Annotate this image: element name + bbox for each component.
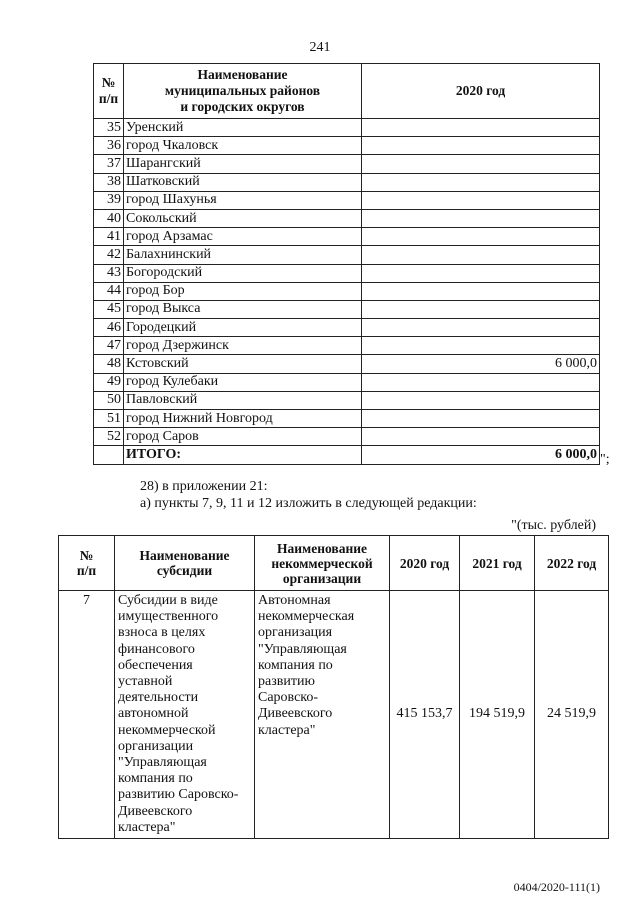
table-row (94, 209, 600, 227)
row-number: 45 (94, 300, 124, 318)
table-row (94, 373, 600, 391)
document-code: 0404/2020-111(1) (513, 880, 600, 894)
district-name: город Дзержинск (124, 337, 362, 355)
table-row (94, 410, 600, 428)
district-value (362, 319, 600, 337)
row-number: 40 (94, 209, 124, 227)
subsidies-table (58, 535, 609, 839)
header-subsidy: Наименование субсидии (115, 536, 255, 591)
row-number: 51 (94, 410, 124, 428)
header-name: Наименование муниципальных районов и городских округов (124, 64, 362, 119)
table-row (94, 319, 600, 337)
page-number: 241 (309, 40, 331, 55)
district-value (362, 155, 600, 173)
subitem-a: а) пункты 7, 9, 11 и 12 изложить в следующей редакции: (140, 496, 477, 511)
district-name: Павловский (124, 391, 362, 409)
row-number: 49 (94, 373, 124, 391)
district-value (362, 391, 600, 409)
total-label: ИТОГО: (124, 446, 362, 464)
table-row (94, 391, 600, 409)
value-2020: 415 153,7 (390, 591, 460, 839)
table-row (94, 191, 600, 209)
closing-quote: "; (600, 452, 610, 467)
total-num-cell (94, 446, 124, 464)
table-row (94, 246, 600, 264)
district-value (362, 300, 600, 318)
row-number: 37 (94, 155, 124, 173)
district-value (362, 119, 600, 137)
district-value (362, 282, 600, 300)
row-num: 7 (59, 591, 115, 839)
district-value (362, 246, 600, 264)
row-number: 41 (94, 228, 124, 246)
district-value (362, 137, 600, 155)
district-value (362, 264, 600, 282)
district-name: город Арзамас (124, 228, 362, 246)
header-num-2: № п/п (59, 536, 115, 591)
table-row (94, 428, 600, 446)
item-28: 28) в приложении 21: (140, 479, 268, 494)
org-name: Автономная некоммерческая организация "Управляющая компания по развитию Саровско- Дивеевского кластера" (255, 591, 390, 839)
table-row (94, 155, 600, 173)
subsidies-table-header (59, 536, 609, 591)
row-number: 38 (94, 173, 124, 191)
district-name: город Нижний Новгород (124, 410, 362, 428)
row-number: 42 (94, 246, 124, 264)
district-name: Уренский (124, 119, 362, 137)
table-row (94, 355, 600, 373)
district-name: Городецкий (124, 319, 362, 337)
district-name: город Кулебаки (124, 373, 362, 391)
table-row (94, 282, 600, 300)
row-number: 50 (94, 391, 124, 409)
value-2022: 24 519,9 (535, 591, 609, 839)
value-2021: 194 519,9 (460, 591, 535, 839)
table-row (94, 300, 600, 318)
district-name: город Шахунья (124, 191, 362, 209)
table-row (94, 337, 600, 355)
district-name: Шатковский (124, 173, 362, 191)
header-year: 2020 год (362, 64, 600, 119)
district-value (362, 410, 600, 428)
table-row (94, 228, 600, 246)
district-name: Шарангский (124, 155, 362, 173)
district-value (362, 191, 600, 209)
row-number: 47 (94, 337, 124, 355)
header-2021: 2021 год (460, 536, 535, 591)
subsidy-name: Субсидии в виде имущественного взноса в целях финансового обеспечения уставной деятельности автономной некоммерческой организации "Управляющая компания по развитию Саровско- Дивеевского кластера" (115, 591, 255, 839)
row-number: 46 (94, 319, 124, 337)
header-num: № п/п (94, 64, 124, 119)
district-name: Богородский (124, 264, 362, 282)
district-name: город Саров (124, 428, 362, 446)
districts-table (93, 63, 600, 465)
units-label: "(тыс. рублей) (511, 518, 596, 533)
header-2022: 2022 год (535, 536, 609, 591)
row-number: 35 (94, 119, 124, 137)
district-value (362, 228, 600, 246)
header-org: Наименование некоммерческой организации (255, 536, 390, 591)
table-row (94, 264, 600, 282)
table-row (94, 173, 600, 191)
table-row (59, 591, 609, 839)
district-name: город Выкса (124, 300, 362, 318)
district-value (362, 337, 600, 355)
row-number: 36 (94, 137, 124, 155)
district-name: Сокольский (124, 209, 362, 227)
district-value (362, 173, 600, 191)
district-value (362, 373, 600, 391)
district-name: город Чкаловск (124, 137, 362, 155)
row-number: 39 (94, 191, 124, 209)
row-number: 52 (94, 428, 124, 446)
district-name: город Бор (124, 282, 362, 300)
district-value (362, 209, 600, 227)
districts-table-header (94, 64, 600, 119)
row-number: 48 (94, 355, 124, 373)
table-row (94, 119, 600, 137)
row-number: 44 (94, 282, 124, 300)
table-row (94, 137, 600, 155)
district-name: Кстовский (124, 355, 362, 373)
header-2020: 2020 год (390, 536, 460, 591)
district-value (362, 428, 600, 446)
total-row (94, 446, 600, 464)
district-value: 6 000,0 (362, 355, 600, 373)
total-value: 6 000,0 (362, 446, 600, 464)
row-number: 43 (94, 264, 124, 282)
district-name: Балахнинский (124, 246, 362, 264)
